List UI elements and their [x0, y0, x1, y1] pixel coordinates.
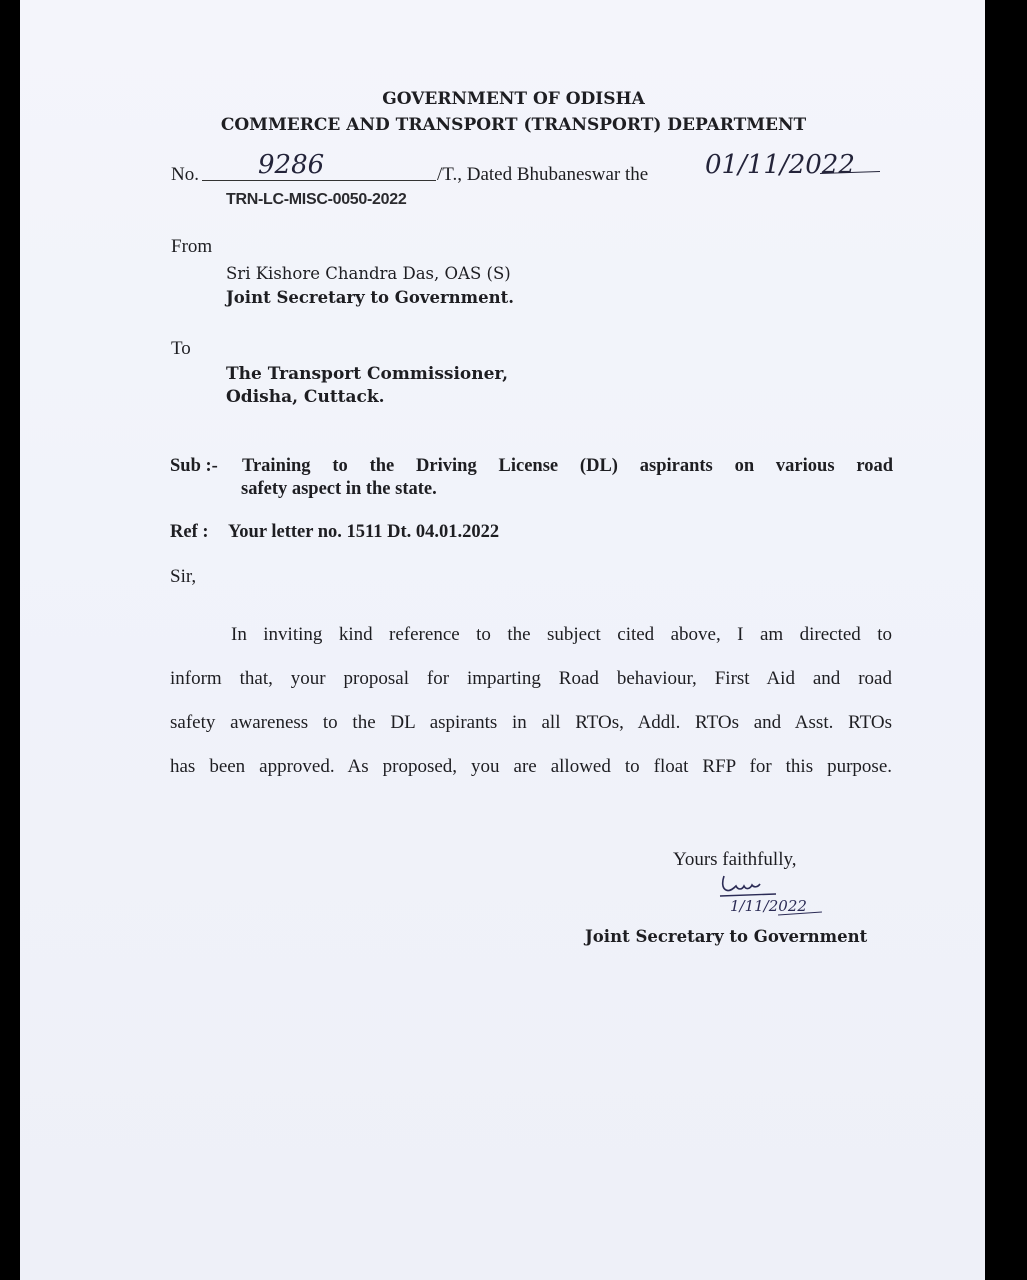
recipient-line-2: Odisha, Cuttack. [226, 387, 385, 407]
number-underline [202, 180, 436, 181]
body-line: In inviting kind reference to the subject cited above, I am directed to [231, 624, 892, 645]
number-label: No. [171, 164, 199, 185]
letterhead-department: COMMERCE AND TRANSPORT (TRANSPORT) DEPARTMENT [220, 115, 807, 135]
sender-name: Sri Kishore Chandra Das, OAS (S) [226, 264, 511, 283]
body-line: has been approved. As proposed, you are allowed to float RFP for this purpose. [170, 756, 892, 777]
ref-label: Ref : [170, 522, 209, 542]
valediction: Yours faithfully, [673, 849, 797, 870]
file-code: TRN-LC-MISC-0050-2022 [226, 191, 407, 208]
signatory-designation: Joint Secretary to Government [585, 927, 868, 946]
subject-line-1: Training to the Driving License (DL) aspirants on various road [242, 456, 893, 476]
sender-designation: Joint Secretary to Government. [226, 288, 514, 307]
salutation: Sir, [170, 566, 197, 587]
handwritten-letter-number: 9286 [258, 150, 325, 180]
ref-text: Your letter no. 1511 Dt. 04.01.2022 [228, 522, 500, 542]
body-paragraph [170, 624, 892, 800]
recipient-line-1: The Transport Commissioner, [226, 364, 509, 384]
body-line: inform that, your proposal for imparting Road behaviour, First Aid and road [170, 668, 892, 689]
page-border [985, 0, 987, 1280]
handwritten-date: 01/11/2022 [705, 150, 855, 180]
subject-label: Sub :- [170, 456, 218, 476]
subject-line-2: safety aspect in the state. [241, 479, 437, 499]
to-label: To [171, 338, 191, 359]
from-label: From [171, 236, 213, 257]
body-line: safety awareness to the DL aspirants in all RTOs, Addl. RTOs and Asst. RTOs [170, 712, 892, 733]
letterhead-government: GOVERNMENT OF ODISHA [382, 89, 645, 109]
dated-text: /T., Dated Bhubaneswar the [437, 164, 649, 185]
signature-date: 1/11/2022 [730, 897, 807, 915]
